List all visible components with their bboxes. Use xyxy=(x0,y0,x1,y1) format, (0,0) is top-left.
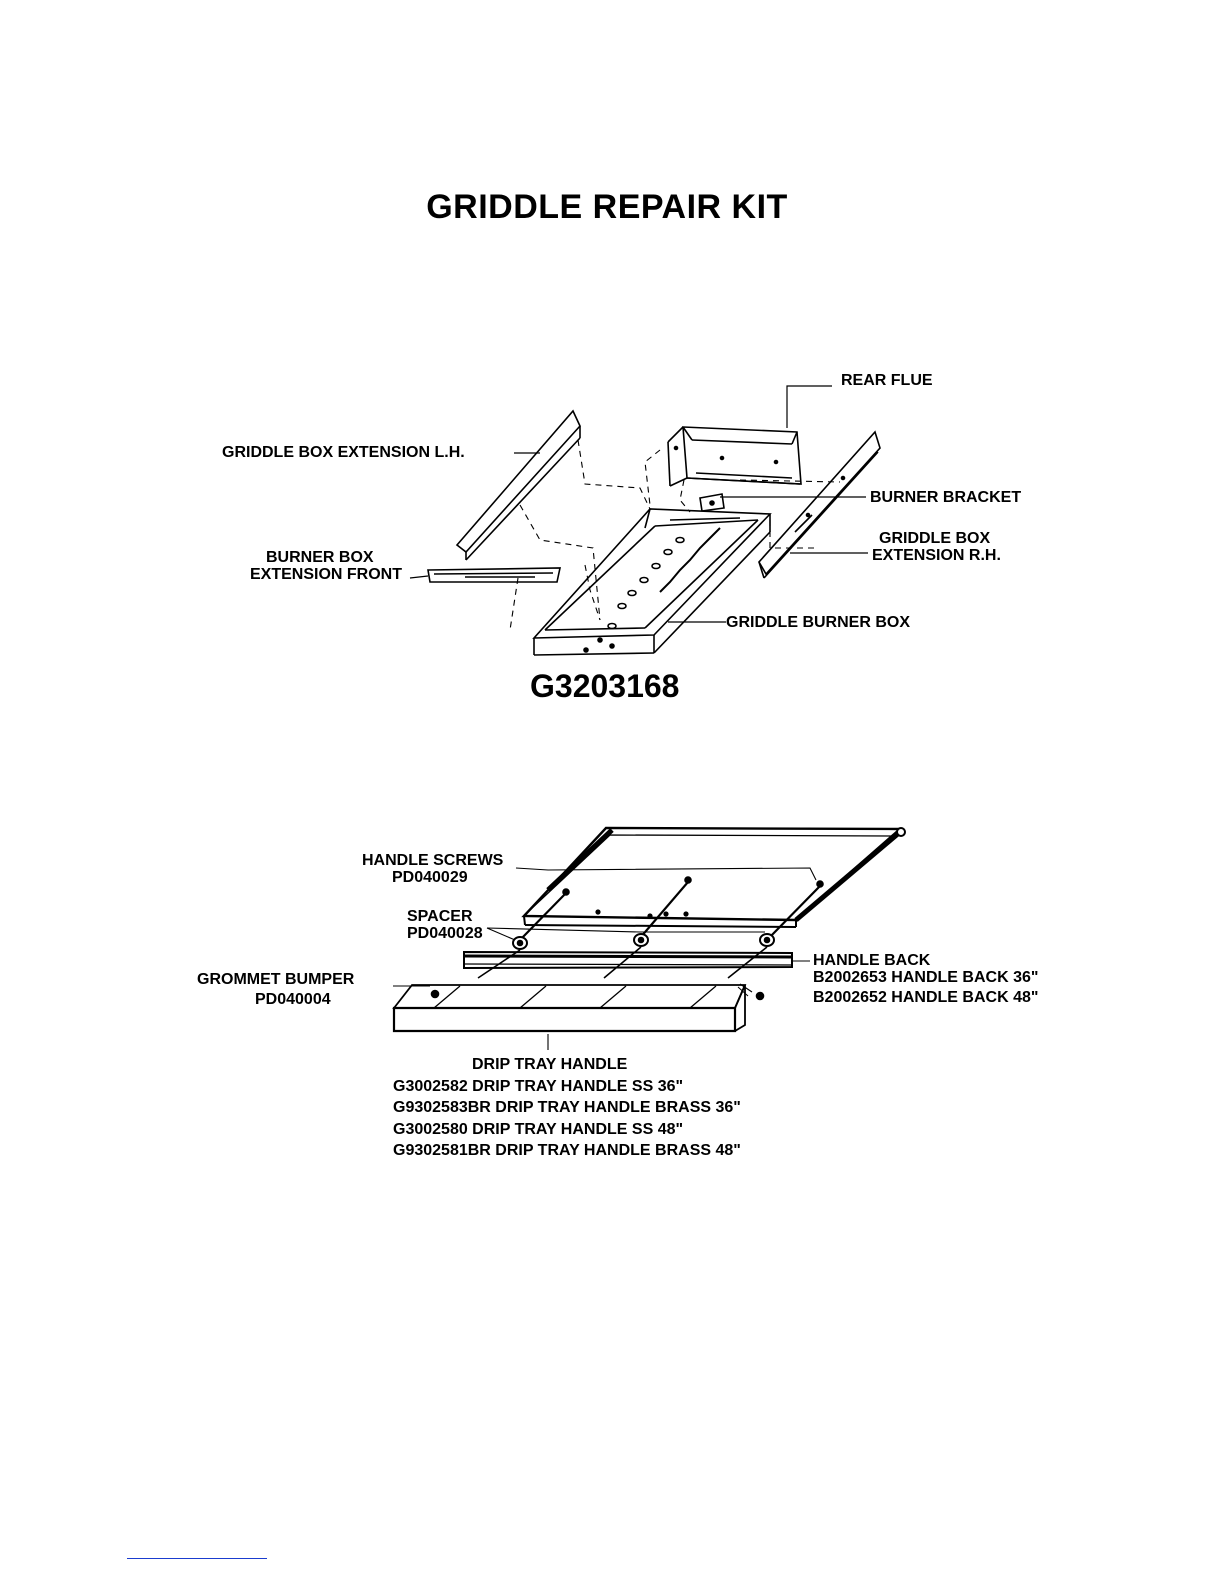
page-title: GRIDDLE REPAIR KIT xyxy=(426,188,788,226)
label-handle-screws-line1: HANDLE SCREWS xyxy=(362,852,504,869)
kit-part-number: G3203168 xyxy=(530,668,680,704)
label-burner-box-extension-front xyxy=(250,549,402,583)
drip-tray-frame-part xyxy=(524,828,905,927)
label-spacer xyxy=(407,908,483,942)
rear-flue-part xyxy=(668,427,801,486)
burner-box-extension-front-part xyxy=(428,568,560,582)
label-drip-tray-ss-36: G3002582 DRIP TRAY HANDLE SS 36" xyxy=(393,1077,684,1095)
label-drip-tray-brass-36: G9302583BR DRIP TRAY HANDLE BRASS 36" xyxy=(393,1099,741,1116)
label-handle-back-line1: HANDLE BACK xyxy=(813,952,931,969)
label-rear-flue: REAR FLUE xyxy=(841,372,933,389)
label-spacer-line1: SPACER xyxy=(407,908,473,925)
label-griddle-box-extension-rh xyxy=(872,530,1001,564)
label-drip-tray-ss-48: G3002580 DRIP TRAY HANDLE SS 48" xyxy=(393,1120,684,1138)
footer-rule xyxy=(127,1558,267,1559)
drip-tray-handle-part xyxy=(394,985,745,1031)
label-grommet-bumper xyxy=(197,971,354,1008)
label-handle-back-36: B2002653 HANDLE BACK 36" xyxy=(813,969,1039,986)
label-griddle-burner-box: GRIDDLE BURNER BOX xyxy=(726,614,911,631)
label-handle-screws xyxy=(362,852,503,886)
griddle-burner-box-part xyxy=(534,509,770,655)
label-griddle-box-extension-rh-line1: GRIDDLE BOX xyxy=(879,530,991,547)
label-spacer-part: PD040028 xyxy=(407,925,483,942)
griddle-box-extension-lh-part xyxy=(457,411,580,560)
label-handle-screws-part: PD040029 xyxy=(392,869,468,886)
label-burner-box-extension-front-line2: EXTENSION FRONT xyxy=(250,566,403,583)
label-drip-tray-handle xyxy=(393,1054,741,1162)
label-burner-bracket: BURNER BRACKET xyxy=(870,489,1022,506)
label-grommet-bumper-line1: GROMMET BUMPER xyxy=(197,971,355,988)
label-handle-back xyxy=(813,952,1038,1006)
label-burner-box-extension-front-line1: BURNER BOX xyxy=(266,549,374,566)
label-drip-tray-brass-48: G9302581BR DRIP TRAY HANDLE BRASS 48" xyxy=(393,1142,741,1159)
label-drip-tray-handle-line1: DRIP TRAY HANDLE xyxy=(472,1056,628,1073)
label-handle-back-48: B2002652 HANDLE BACK 48" xyxy=(813,989,1039,1006)
label-griddle-box-extension-lh: GRIDDLE BOX EXTENSION L.H. xyxy=(222,444,465,461)
label-griddle-box-extension-rh-line2: EXTENSION R.H. xyxy=(872,547,1001,564)
label-grommet-bumper-part: PD040004 xyxy=(255,991,331,1008)
